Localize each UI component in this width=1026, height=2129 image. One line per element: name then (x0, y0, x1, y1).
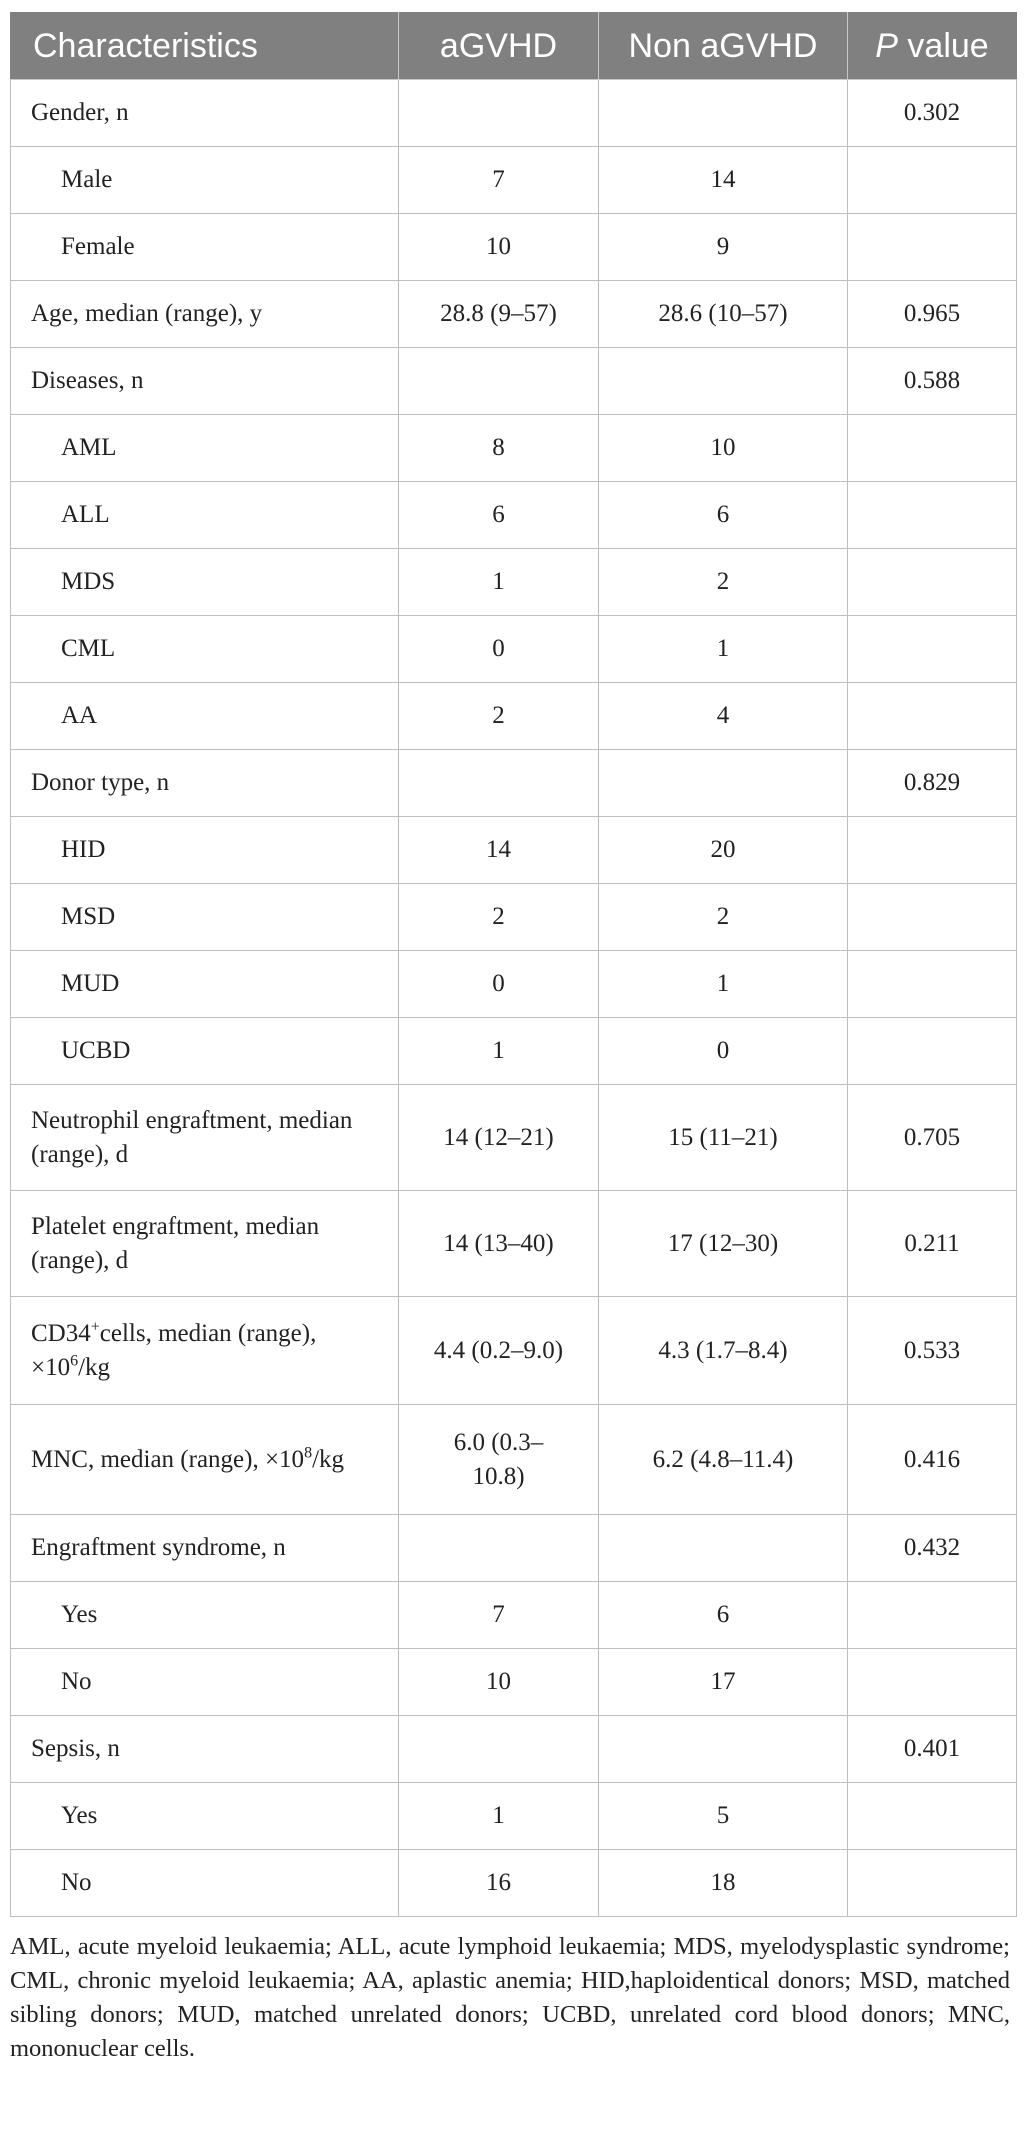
row-label: MDS (11, 549, 399, 616)
cell-p-value: 0.302 (848, 80, 1017, 147)
cell-non-agvhd: 15 (11–21) (599, 1085, 848, 1191)
cell-p-value (848, 214, 1017, 281)
cell-p-value (848, 1850, 1017, 1917)
cell-agvhd: 1 (399, 1018, 599, 1085)
header-p-rest: value (897, 26, 989, 65)
cell-non-agvhd: 17 (599, 1649, 848, 1716)
cell-agvhd: 14 (12–21) (399, 1085, 599, 1191)
cell-p-value: 0.829 (848, 750, 1017, 817)
table-row (11, 616, 1017, 683)
cell-p-value (848, 884, 1017, 951)
cell-agvhd: 2 (399, 683, 599, 750)
table-row (11, 1783, 1017, 1850)
cell-p-value (848, 1018, 1017, 1085)
cell-p-value (848, 549, 1017, 616)
row-label: AML (11, 415, 399, 482)
table-row (11, 1405, 1017, 1515)
cell-p-value (848, 616, 1017, 683)
label-part: MNC, median (range), ×10 (31, 1445, 305, 1473)
cell-agvhd: 28.8 (9–57) (399, 281, 599, 348)
cell-agvhd: 14 (13–40) (399, 1191, 599, 1297)
cell-p-value: 0.211 (848, 1191, 1017, 1297)
cell-non-agvhd (599, 348, 848, 415)
row-label: Female (11, 214, 399, 281)
cell-non-agvhd: 5 (599, 1783, 848, 1850)
cell-non-agvhd: 9 (599, 214, 848, 281)
cell-agvhd (399, 1716, 599, 1783)
cell-non-agvhd: 6 (599, 482, 848, 549)
table-footnote: AML, acute myeloid leukaemia; ALL, acute lymphoid leukaemia; MDS, myelodysplastic syndrome; CML, chronic myeloid leukaemia; AA, aplastic anemia; HID,haploidentical donors; MSD, matched sibling donors; MUD, matched unrelated donors; UCBD, unrelated cord blood donors; MNC, mononuclear cells. (10, 1933, 1010, 2062)
table-row (11, 683, 1017, 750)
cell-non-agvhd: 20 (599, 817, 848, 884)
cell-non-agvhd (599, 1515, 848, 1582)
cell-p-value (848, 951, 1017, 1018)
cell-agvhd: 2 (399, 884, 599, 951)
cell-non-agvhd: 28.6 (10–57) (599, 281, 848, 348)
cell-non-agvhd: 6.2 (4.8–11.4) (599, 1405, 848, 1515)
characteristics-table (10, 12, 1017, 1917)
row-label: Gender, n (11, 80, 399, 147)
cell-p-value (848, 1649, 1017, 1716)
cell-agvhd (399, 750, 599, 817)
cell-agvhd: 6.0 (0.3–10.8) (399, 1405, 599, 1515)
cell-non-agvhd: 6 (599, 1582, 848, 1649)
table-row (11, 147, 1017, 214)
row-label: Male (11, 147, 399, 214)
cell-p-value (848, 683, 1017, 750)
row-label: MSD (11, 884, 399, 951)
cell-p-value: 0.416 (848, 1405, 1017, 1515)
cell-non-agvhd: 1 (599, 616, 848, 683)
row-label: Sepsis, n (11, 1716, 399, 1783)
row-label: AA (11, 683, 399, 750)
label-part: /kg (312, 1445, 345, 1473)
cell-non-agvhd (599, 80, 848, 147)
label-part: cells, median (range), ×10 (31, 1319, 317, 1381)
table-row (11, 415, 1017, 482)
cell-p-value (848, 147, 1017, 214)
cell-non-agvhd: 1 (599, 951, 848, 1018)
row-label: Donor type, n (11, 750, 399, 817)
table-row (11, 549, 1017, 616)
row-label: Age, median (range), y (11, 281, 399, 348)
superscript: 6 (70, 1352, 79, 1370)
row-label (11, 1297, 399, 1405)
cell-agvhd: 6 (399, 482, 599, 549)
row-label (11, 1405, 399, 1515)
cell-p-value (848, 817, 1017, 884)
table-row (11, 482, 1017, 549)
cell-non-agvhd (599, 1716, 848, 1783)
cell-agvhd: 7 (399, 147, 599, 214)
table-row (11, 281, 1017, 348)
row-label: ALL (11, 482, 399, 549)
row-label: No (11, 1649, 399, 1716)
row-label: UCBD (11, 1018, 399, 1085)
cell-agvhd (399, 80, 599, 147)
cell-non-agvhd: 17 (12–30) (599, 1191, 848, 1297)
cell-agvhd: 1 (399, 549, 599, 616)
table-row (11, 214, 1017, 281)
table-row (11, 348, 1017, 415)
cell-p-value: 0.705 (848, 1085, 1017, 1191)
cell-agvhd: 4.4 (0.2–9.0) (399, 1297, 599, 1405)
row-label: CML (11, 616, 399, 683)
cell-non-agvhd: 18 (599, 1850, 848, 1917)
cell-p-value (848, 1783, 1017, 1850)
cell-p-value: 0.965 (848, 281, 1017, 348)
superscript: + (90, 1318, 100, 1336)
cell-non-agvhd: 2 (599, 549, 848, 616)
characteristics-table-container (10, 12, 1016, 1917)
table-row (11, 1191, 1017, 1297)
table-row (11, 884, 1017, 951)
cell-non-agvhd (599, 750, 848, 817)
row-label: Platelet engraftment, median (range), d (11, 1191, 399, 1297)
cell-agvhd: 16 (399, 1850, 599, 1917)
header-agvhd: aGVHD (399, 13, 599, 80)
cell-p-value: 0.533 (848, 1297, 1017, 1405)
label-part: /kg (78, 1353, 111, 1381)
cell-p-value: 0.588 (848, 348, 1017, 415)
row-label: MUD (11, 951, 399, 1018)
table-row (11, 80, 1017, 147)
table-row (11, 951, 1017, 1018)
cell-agvhd: 7 (399, 1582, 599, 1649)
header-characteristics: Characteristics (11, 13, 399, 80)
cell-agvhd: 0 (399, 951, 599, 1018)
table-row (11, 1649, 1017, 1716)
row-label: Engraftment syndrome, n (11, 1515, 399, 1582)
header-p-italic: P (875, 26, 898, 65)
table-row (11, 1716, 1017, 1783)
cell-p-value (848, 1582, 1017, 1649)
cell-agvhd: 10 (399, 1649, 599, 1716)
cell-agvhd: 8 (399, 415, 599, 482)
table-row (11, 1515, 1017, 1582)
row-label: Neutrophil engraftment, median (range), d (11, 1085, 399, 1191)
row-label: No (11, 1850, 399, 1917)
row-label: HID (11, 817, 399, 884)
table-header-row (11, 13, 1017, 80)
cell-non-agvhd: 10 (599, 415, 848, 482)
cell-agvhd: 10 (399, 214, 599, 281)
header-non-agvhd: Non aGVHD (599, 13, 848, 80)
table-row (11, 1085, 1017, 1191)
superscript: 8 (304, 1444, 313, 1462)
cell-p-value: 0.432 (848, 1515, 1017, 1582)
label-part: CD34 (31, 1319, 91, 1347)
cell-non-agvhd: 2 (599, 884, 848, 951)
row-label: Yes (11, 1582, 399, 1649)
cell-agvhd (399, 1515, 599, 1582)
cell-agvhd: 1 (399, 1783, 599, 1850)
table-row (11, 1297, 1017, 1405)
cell-non-agvhd: 4.3 (1.7–8.4) (599, 1297, 848, 1405)
table-row (11, 1850, 1017, 1917)
cell-agvhd: 0 (399, 616, 599, 683)
cell-p-value (848, 482, 1017, 549)
header-p-value (848, 13, 1017, 80)
cell-agvhd (399, 348, 599, 415)
cell-p-value (848, 415, 1017, 482)
cell-p-value: 0.401 (848, 1716, 1017, 1783)
cell-non-agvhd: 4 (599, 683, 848, 750)
row-label: Diseases, n (11, 348, 399, 415)
table-row (11, 750, 1017, 817)
table-row (11, 1582, 1017, 1649)
cell-non-agvhd: 14 (599, 147, 848, 214)
row-label: Yes (11, 1783, 399, 1850)
table-row (11, 817, 1017, 884)
cell-non-agvhd: 0 (599, 1018, 848, 1085)
cell-agvhd: 14 (399, 817, 599, 884)
table-row (11, 1018, 1017, 1085)
